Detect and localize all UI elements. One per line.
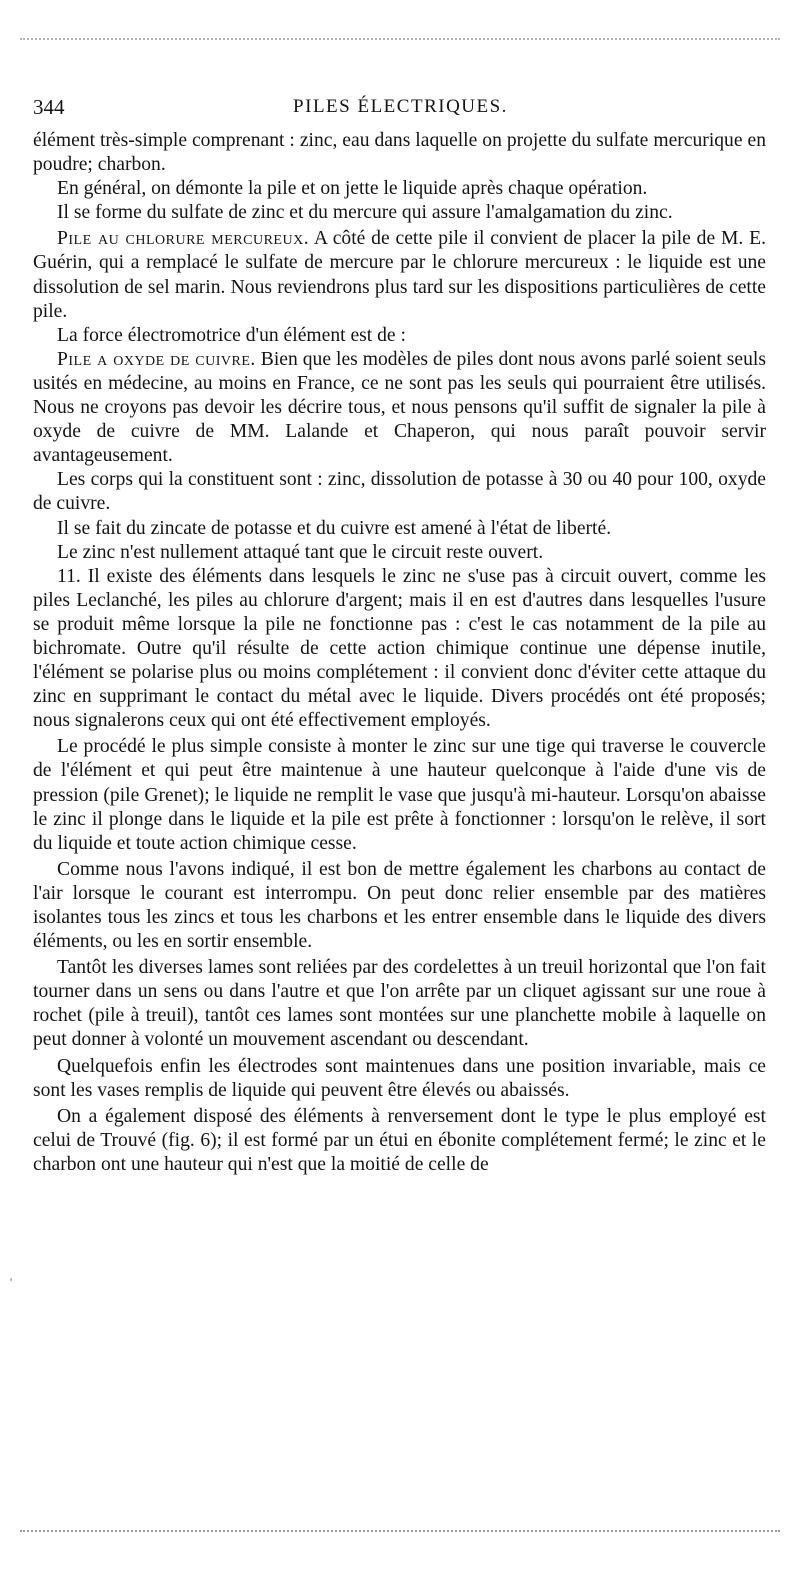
paragraph-text: On a également disposé des éléments à renversement dont le type le plus employé est celui de Trouvé (fig. 6); il est formé par un étui en ébonite complétement fermé; le zinc et le charbon ont une hauteur qui n'est que la moitié de celle de [33, 1105, 766, 1175]
paragraph-text: Il se forme du sulfate de zinc et du mercure qui assure l'amalgamation du zinc. [57, 202, 673, 224]
paragraph-text: Quelquefois enfin les électrodes sont maintenues dans une position invariable, mais ce sont les vases remplis de liquide qui peuvent être élevés ou abaissés. [33, 1055, 766, 1101]
paragraph-text: A côté de cette pile il convient de placer la pile de M. E. Guérin, qui a remplacé le sulfate de mercure par le chlorure mercureux : le liquide est une dissolution de sel marin. Nous reviendrons plus tard sur les dispositions particulières de cette pile. [33, 228, 766, 322]
paragraph-text: En général, on démonte la pile et on jette le liquide après chaque opération. [57, 178, 648, 200]
paragraph-text: élément très-simple comprenant : zinc, eau dans laquelle on projette du sulfate mercurique en poudre; charbon. [33, 130, 766, 176]
paragraph [33, 201, 766, 225]
paragraph [33, 468, 766, 516]
top-dotted-rule [20, 38, 780, 40]
paragraph [33, 227, 766, 323]
paragraph-text: Il se fait du zincate de potasse et du cuivre est amené à l'état de liberté. [57, 517, 612, 539]
margin-speck: ' [10, 1275, 13, 1289]
paragraph-text: 11. Il existe des éléments dans lesquels le zinc ne s'use pas à circuit ouvert, comme les piles Leclanché, les piles au chlorure d'argent; mais il en est d'autres dans lesquelles l'usure se produit même lorsque la pile ne fonctionne pas : c'est le cas notamment de la pile au bichromate. Outre qu'il résulte de cette action chimique continue une dépense inutile, l'élément se polarise plus ou moins complétement : il convient donc d'éviter cette attaque du zinc en supprimant le contact du métal avec le liquide. Divers procédés ont été proposés; nous signalerons ceux qui ont été effectivement employés. [33, 565, 766, 732]
paragraph [33, 565, 766, 734]
paragraph [33, 956, 766, 1052]
section-heading: Pile a oxyde de cuivre. [57, 348, 256, 370]
page-number: 344 [33, 95, 65, 119]
paragraph-text: Le zinc n'est nullement attaqué tant que le circuit reste ouvert. [57, 541, 544, 563]
running-title: PILES ÉLECTRIQUES. [293, 96, 508, 117]
section-heading: Pile au chlorure mercureux. [57, 228, 310, 250]
paragraph-text: La force électromotrice d'un élément est de : [57, 324, 406, 346]
paragraph [33, 1055, 766, 1103]
bottom-dotted-rule [20, 1530, 780, 1532]
paragraph [33, 517, 766, 541]
running-head [33, 92, 768, 122]
body-text [33, 129, 766, 1177]
paragraph [33, 177, 766, 201]
paragraph [33, 348, 766, 468]
paragraph-text: Les corps qui la constituent sont : zinc, dissolution de potasse à 30 ou 40 pour 100, oxyde de cuivre. [33, 469, 766, 515]
paragraph [33, 324, 766, 348]
paragraph [33, 129, 766, 177]
paragraph [33, 541, 766, 565]
paragraph [33, 735, 766, 855]
paragraph-text: Tantôt les diverses lames sont reliées par des cordelettes à un treuil horizontal que l'on fait tourner dans un sens ou dans l'autre et que l'on arrête par un cliquet agissant sur une roue à rochet (pile à treuil), tantôt ces lames sont montées sur une planchette mobile à laquelle on peut donner à volonté un mouvement ascendant ou descendant. [33, 957, 766, 1051]
paragraph [33, 1105, 766, 1177]
paragraph-text: Le procédé le plus simple consiste à monter le zinc sur une tige qui traverse le couvercle de l'élément et qui peut être maintenue à une hauteur quelconque à l'aide d'une vis de pression (pile Grenet); le liquide ne remplit le vase que jusqu'à mi-hauteur. Lorsqu'on abaisse le zinc il plonge dans le liquide et la pile est prête à fonctionner : lorsqu'on le relève, il sort du liquide et toute action chimique cesse. [33, 736, 766, 854]
paragraph [33, 858, 766, 954]
paragraph-text: Bien que les modèles de piles dont nous avons parlé soient seuls usités en médecine, au moins en France, ce ne sont pas les seuls qui pourraient être utilisés. Nous ne croyons pas devoir les décrire tous, et nous pensons qu'il suffit de signaler la pile à oxyde de cuivre de MM. Lalande et Chaperon, qui nous paraît pouvoir servir avantageusement. [33, 348, 766, 467]
paragraph-text: Comme nous l'avons indiqué, il est bon de mettre également les charbons au contact de l'air lorsque le courant est interrompu. On peut donc relier ensemble par des matières isolantes tous les zincs et tous les charbons et les entrer ensemble dans le liquide des divers éléments, ou les en sortir ensemble. [33, 858, 766, 953]
